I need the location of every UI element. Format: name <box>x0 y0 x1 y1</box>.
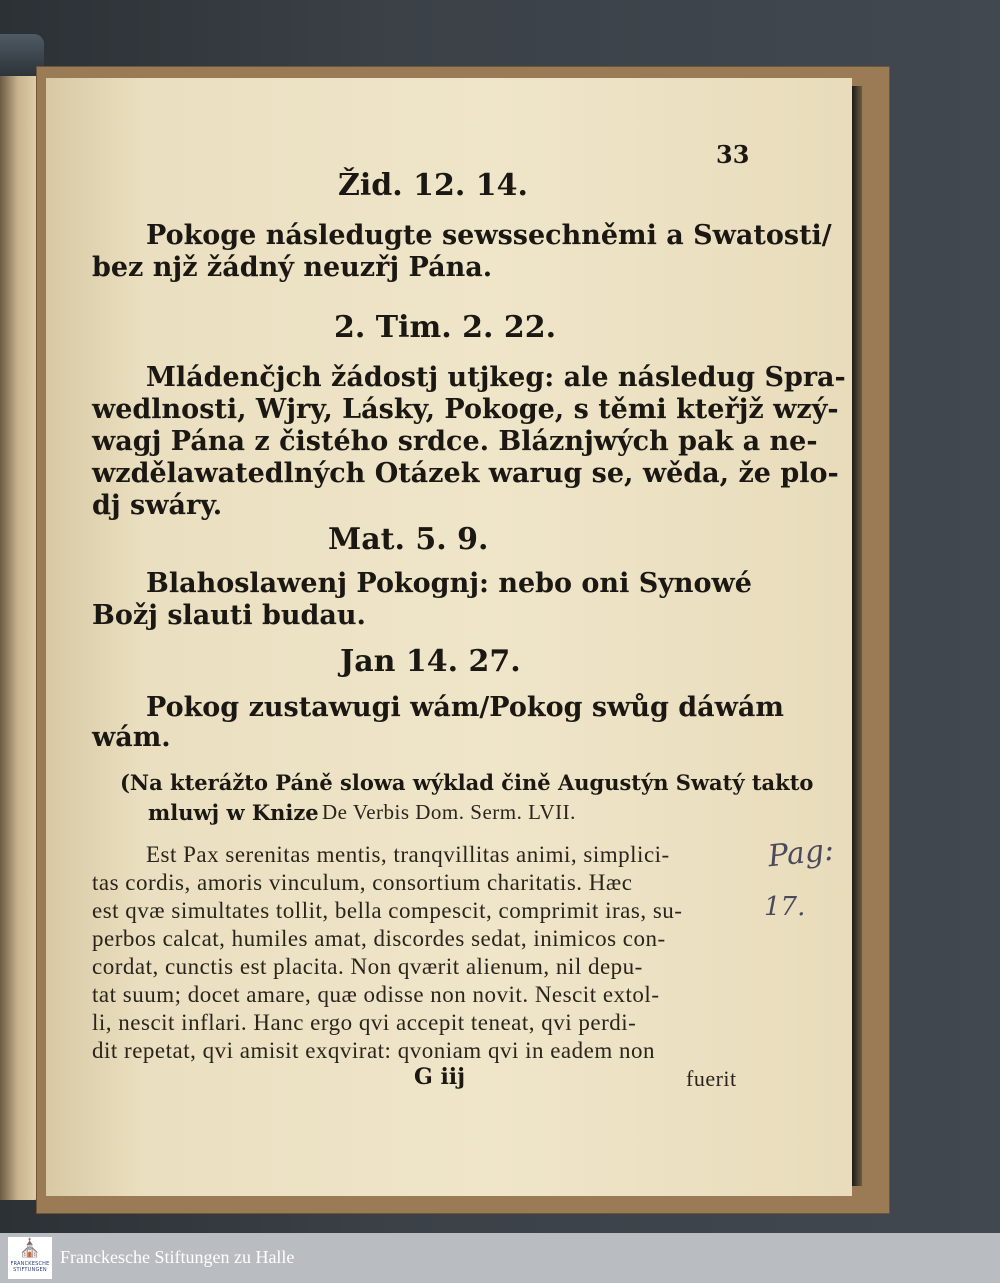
verse-line: Božj slauti budau. <box>92 600 366 631</box>
latin-line: perbos calcat, humiles amat, discordes sedat, inimicos con- <box>92 926 666 951</box>
latin-line: est qvæ simultates tollit, bella compescit, comprimit iras, su- <box>92 898 683 923</box>
institution-logo[interactable] <box>8 1237 52 1279</box>
page-number: 33 <box>716 140 750 169</box>
verse-line: Blahoslawenj Pokognj: nebo oni Synowé <box>146 568 752 599</box>
footer-institution-label: Franckesche Stiftungen zu Halle <box>60 1247 295 1267</box>
augustine-source: De Verbis Dom. Serm. LVII. <box>322 800 576 824</box>
reference-john: Jan 14. 27. <box>340 644 521 679</box>
handwritten-margin-note <box>764 832 844 936</box>
catchword: fuerit <box>686 1066 737 1091</box>
building-icon: ⛪ <box>18 1238 42 1259</box>
reference-hebrews: Žid. 12. 14. <box>338 168 528 203</box>
signature-mark: G iij <box>414 1064 466 1090</box>
latin-line: tas cordis, amoris vinculum, consortium charitatis. Hæc <box>92 870 633 895</box>
verse-line: wzdělawatedlných Otázek warug se, wěda, že plo- <box>92 458 839 489</box>
verse-line: wám. <box>92 722 171 753</box>
latin-line: Est Pax serenitas mentis, tranqvillitas animi, simplici- <box>146 842 670 867</box>
facing-page-edge <box>0 70 40 1200</box>
verse-line: Pokog zustawugi wám/Pokog swůg dáwám <box>146 692 784 723</box>
verse-line: wedlnosti, Wjry, Lásky, Pokoge, s těmi kteřjž wzý- <box>92 394 839 425</box>
verse-line: Pokoge následugte sewssechněmi a Swatosti/ <box>146 220 832 251</box>
page-edge-shadow <box>852 86 862 1186</box>
latin-line: li, nescit inflari. Hanc ergo qvi accepit teneat, qvi perdi- <box>92 1010 637 1035</box>
reference-matthew: Mat. 5. 9. <box>328 522 489 557</box>
latin-line: dit repetat, qvi amisit exqvirat: qvoniam qvi in eadem non <box>92 1038 655 1063</box>
latin-line: cordat, cunctis est placita. Non qværit alienum, nil depu- <box>92 954 643 979</box>
augustine-intro-line: (Na kterážto Páně slowa wýklad čině Augustýn Swatý takto <box>120 770 814 795</box>
augustine-intro-line: mluwj w Knize <box>148 800 319 825</box>
logo-text: FRANCKESCHE STIFTUNGEN <box>10 1261 50 1273</box>
verse-line: dj swáry. <box>92 490 223 521</box>
reference-timothy: 2. Tim. 2. 22. <box>334 310 557 345</box>
verse-line: Mládenčjch žádostj utjkeg: ale následug Spra- <box>146 362 846 393</box>
verse-line: wagj Pána z čistého srdce. Bláznjwých pak a ne- <box>92 426 818 457</box>
verse-line: bez njž žádný neuzřj Pána. <box>92 252 493 283</box>
margin-note-line: Pag: <box>766 832 836 875</box>
latin-line: tat suum; docet amare, quæ odisse non novit. Nescit extol- <box>92 982 660 1007</box>
margin-note-line: 17. <box>764 892 806 922</box>
